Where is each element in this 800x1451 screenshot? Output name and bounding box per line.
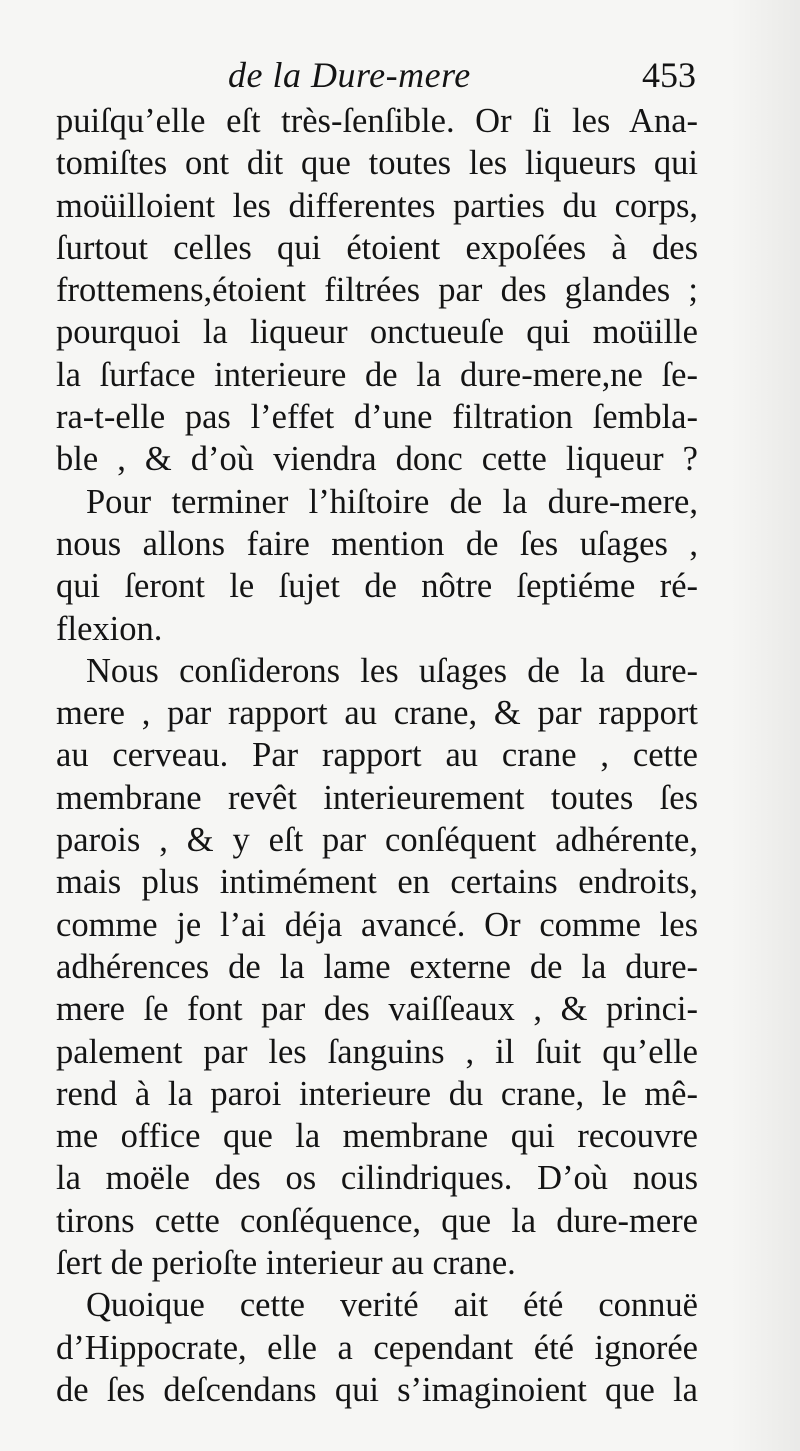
text-line: tomiſtes ont dit que toutes les liqueurs qui (56, 144, 698, 183)
text-line: palement par les ſanguins , il ſuit qu’elle (56, 1032, 698, 1071)
text-line: ſurtout celles qui étoient expoſées à des (56, 228, 698, 267)
text-line: nous allons faire mention de ſes uſages , (56, 524, 698, 563)
text-line: pourquoi la liqueur onctueuſe qui moüille (56, 313, 698, 352)
body-text (56, 100, 698, 1411)
text-line: qui ſeront le ſujet de nôtre ſeptiéme ré- (56, 567, 698, 606)
text-line: mere ſe font par des vaiſſeaux , & princi- (56, 990, 698, 1029)
text-line: la ſurface interieure de la dure-mere,ne ſe- (56, 355, 698, 394)
page-header (56, 50, 696, 100)
text-line: moüilloient les differentes parties du corps, (56, 186, 698, 225)
text-line: Nous conſiderons les uſages de la dure- (86, 651, 698, 690)
text-line: me office que la membrane qui recouvre (56, 1117, 698, 1156)
text-line: mere , par rapport au crane, & par rapport (56, 694, 698, 733)
text-line: parois , & y eſt par conſéquent adhérente, (56, 821, 698, 860)
text-line: rend à la paroi interieure du crane, le mê- (56, 1074, 698, 1113)
text-line: ra-t-elle pas l’effet d’une filtration ſembla- (56, 398, 698, 437)
text-line: adhérences de la lame externe de la dure- (56, 947, 698, 986)
text-line: Quoique cette verité ait été connuë (86, 1286, 698, 1325)
text-line: de ſes deſcendans qui s’imaginoient que la (56, 1370, 698, 1409)
text-line: d’Hippocrate, elle a cependant été ignorée (56, 1328, 698, 1367)
text-line: mais plus intimément en certains endroits, (56, 863, 698, 902)
text-line: puiſqu’elle eſt très-ſenſible. Or ſi les Ana- (56, 102, 698, 140)
text-line: membrane revêt interieurement toutes ſes (56, 778, 698, 817)
text-line: frottemens,étoient filtrées par des glandes ; (56, 271, 698, 310)
page-number: 453 (642, 55, 696, 95)
text-line: ble , & d’où viendra donc cette liqueur ? (56, 440, 698, 479)
running-title: de la Dure-mere (228, 55, 471, 95)
text-line: Pour terminer l’hiſtoire de la dure-mere, (86, 482, 698, 521)
text-line: au cerveau. Par rapport au crane , cette (56, 736, 698, 775)
text-line: tirons cette conſéquence, que la dure-mere (56, 1201, 698, 1240)
text-line: la moële des os cilindriques. D’où nous (56, 1159, 698, 1198)
text-line: comme je l’ai déja avancé. Or comme les (56, 905, 698, 944)
text-line: flexion. (56, 609, 163, 648)
text-line: ſert de perioſte interieur au crane. (56, 1244, 516, 1283)
